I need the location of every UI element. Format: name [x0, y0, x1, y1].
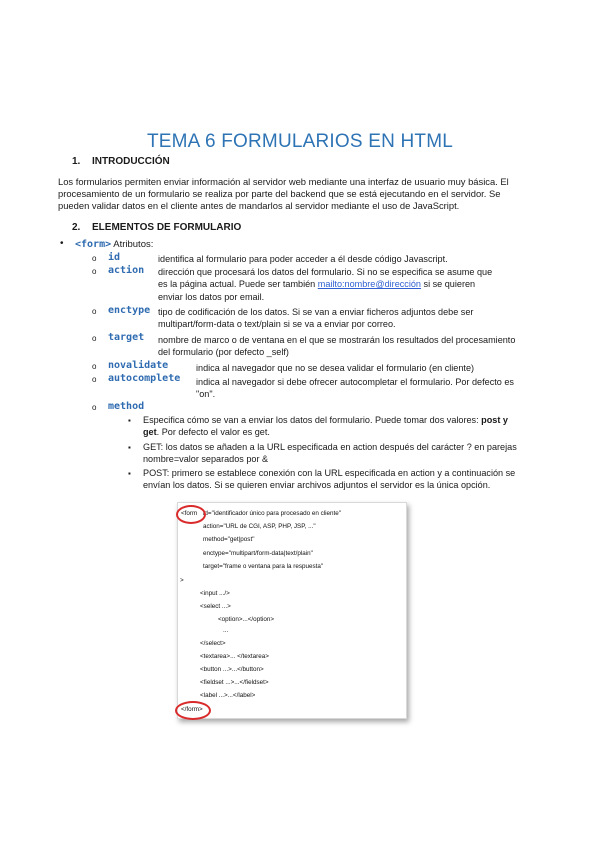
form-attributes-label: [75, 239, 153, 250]
method-item-desc: [143, 414, 553, 439]
attr-method: method: [108, 401, 145, 412]
desc-text: . Por defecto el valor es get.: [156, 427, 270, 438]
section-heading: INTRODUCCIÓN: [92, 156, 170, 167]
desc-line: del formulario (por defecto _self): [158, 347, 289, 358]
desc-line: multipart/form-data o text/plain si se va a enviar por correo.: [158, 319, 396, 330]
bullet-circle: o: [92, 362, 97, 371]
code-form-close: </form>: [181, 706, 203, 713]
desc-line: envían los datos. Si se quieren enviar archivos adjuntos el servidor es la única opción.: [143, 480, 491, 491]
code-line: <option>...</option>: [218, 616, 275, 623]
attr-action-desc: [158, 266, 492, 303]
code-line: target="frame o ventana para la respuesta": [203, 563, 324, 570]
paragraph-line: procesamiento de un formulario se realiza por parte del backend que se está ejecutando en el servidor. Se: [58, 188, 501, 200]
desc-line: [143, 426, 553, 438]
code-line: ...: [223, 627, 229, 634]
attr-novalidate-desc: indica al navegador que no se desea validar el formulario (en cliente): [196, 363, 475, 373]
code-line: method="get|post": [203, 536, 255, 543]
section-heading: ELEMENTOS DE FORMULARIO: [92, 222, 242, 233]
paragraph-line: Los formularios permiten enviar información al servidor web mediante una interfaz de usuario muy básica. El: [58, 176, 509, 187]
desc-text: si se quieren: [421, 279, 476, 290]
desc-line: nombre=valor separados por &: [143, 454, 269, 465]
method-post-desc: [143, 467, 515, 492]
desc-line: enviar los datos por email.: [158, 291, 265, 302]
code-example-box: [177, 502, 407, 719]
attr-autocomplete: autocomplete: [108, 373, 181, 384]
code-line: enctype="multipart/form-data|text/plain": [203, 550, 313, 557]
desc-bold: get: [143, 427, 157, 438]
desc-line: GET: los datos se añaden a la URL especificada en action después del carácter ? en parejas: [143, 442, 517, 452]
intro-paragraph: [58, 176, 509, 213]
attributes-text: Atributos:: [111, 239, 154, 250]
code-line: </select>: [200, 640, 226, 647]
desc-line: POST: primero se establece conexión con la URL especificada en action y a continuación se: [143, 468, 516, 478]
attr-autocomplete-desc: [196, 376, 514, 401]
desc-line: nombre de marco o de ventana en el que se mostrarán los resultados del procesamiento: [158, 335, 516, 345]
bullet-circle: o: [92, 307, 97, 316]
code-line: action="URL de CGI, ASP, PHP, JSP, ...": [203, 523, 316, 530]
desc-line: indica al navegador si debe ofrecer autocompletar el formulario. Por defecto es: [196, 377, 514, 387]
method-get-desc: [143, 441, 517, 466]
attr-novalidate: novalidate: [108, 360, 169, 371]
section-number: 1.: [72, 156, 81, 167]
code-line: <fieldset ...>...</fieldset>: [200, 679, 269, 686]
page-title: TEMA 6 FORMULARIOS EN HTML: [146, 131, 454, 152]
desc-line: [158, 278, 492, 290]
attr-id-desc: identifica al formulario para poder acceder a él desde código Javascript.: [158, 254, 448, 264]
attr-enctype: enctype: [108, 305, 151, 316]
desc-text: Especifica cómo se van a enviar los datos del formulario. Puede tomar dos valores:: [143, 415, 482, 425]
code-line: <textarea>... </textarea>: [200, 653, 269, 660]
bullet-circle: o: [92, 334, 97, 343]
desc-line: "on".: [196, 389, 216, 400]
highlight-circle: [176, 505, 206, 524]
code-line: <input .../>: [200, 590, 230, 597]
desc-line: [143, 414, 553, 426]
bullet-circle: o: [92, 254, 97, 263]
attr-action: action: [108, 265, 145, 276]
code-line: id="identificador único para procesado en cliente": [203, 510, 342, 517]
desc-bold: post y: [481, 415, 508, 425]
form-tag: <form>: [75, 239, 112, 250]
attr-id: id: [108, 252, 121, 263]
code-line: <label ...>...</label>: [200, 692, 256, 699]
attr-target-desc: [158, 334, 515, 359]
bullet-dot: •: [60, 238, 64, 249]
code-line: <select ...>: [200, 603, 231, 610]
highlight-circle: [175, 701, 211, 720]
paragraph-line: pueden validar datos en el cliente antes de mandarlos al servidor mediante el uso de JavaScript.: [58, 200, 460, 212]
bullet-circle: o: [92, 403, 97, 412]
bullet-circle: o: [92, 375, 97, 384]
bullet-square: ▪: [128, 469, 131, 478]
mailto-link[interactable]: mailto:nombre@dirección: [317, 279, 421, 290]
desc-line: tipo de codificación de los datos. Si se van a enviar ficheros adjuntos debe ser: [158, 307, 474, 317]
code-line: >: [180, 577, 184, 584]
section-number: 2.: [72, 222, 81, 233]
code-line: <button ...>...</button>: [200, 666, 264, 673]
desc-text: es la página actual. Puede ser también: [158, 279, 318, 290]
desc-line: dirección que procesará los datos del formulario. Si no se especifica se asume que: [158, 267, 493, 277]
bullet-square: ▪: [128, 443, 131, 452]
bullet-square: ▪: [128, 416, 131, 425]
bullet-circle: o: [92, 267, 97, 276]
code-form-open: <form: [181, 510, 198, 517]
attr-enctype-desc: [158, 306, 473, 331]
attr-target: target: [108, 332, 145, 343]
